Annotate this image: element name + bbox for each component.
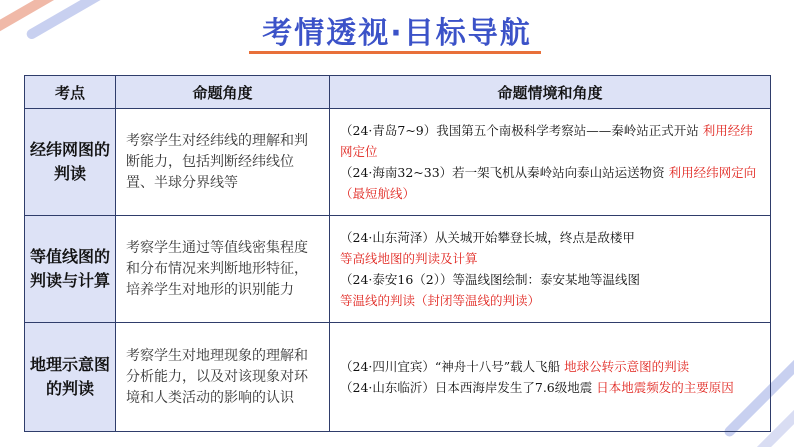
- context-highlight: 等温线的判读（封闭等温线的判读）: [340, 293, 541, 308]
- row-point: 等值线图的判读与计算: [25, 216, 116, 323]
- table-header-row: [25, 76, 771, 109]
- exam-analysis-table: [24, 75, 771, 432]
- row-point: 地理示意图的判读: [25, 323, 116, 432]
- table-row: [25, 109, 771, 216]
- page-title: 考情透视·目标导航: [262, 16, 532, 51]
- row-context: [330, 323, 771, 432]
- context-highlight: 日本地震频发的主要原因: [596, 380, 734, 395]
- row-context: [330, 109, 771, 216]
- table-row: [25, 216, 771, 323]
- context-text: （24·山东临沂）日本西海岸发生了7.6级地震: [340, 380, 593, 395]
- header-point: 考点: [25, 76, 116, 109]
- table-row: [25, 323, 771, 432]
- row-point: 经纬网图的判读: [25, 109, 116, 216]
- context-text: （24·四川宜宾）“神舟十八号”载人飞船: [340, 359, 561, 374]
- header-angle: 命题角度: [116, 76, 330, 109]
- row-angle: 考察学生通过等值线密集程度和分布情况来判断地形特征，培养学生对地形的识别能力: [116, 216, 330, 323]
- row-angle: 考察学生对经纬线的理解和判断能力，包括判断经纬线位置、半球分界线等: [116, 109, 330, 216]
- context-highlight: 利用经纬网定位: [340, 123, 753, 159]
- context-text: （24·海南32~33）若一架飞机从秦岭站向泰山站运送物资: [340, 165, 665, 180]
- context-text: （24·青岛7~9）我国第五个南极科学考察站——秦岭站正式开站: [340, 123, 699, 138]
- header-context: 命题情境和角度: [330, 76, 771, 109]
- row-angle: 考察学生对地理现象的理解和分析能力，以及对该现象对环境和人类活动的影响的认识: [116, 323, 330, 432]
- context-text: （24·山东菏泽）从关城开始攀登长城，终点是敌楼甲: [340, 230, 635, 245]
- context-highlight: 利用经纬网定向（最短航线）: [340, 165, 757, 201]
- row-context: [330, 216, 771, 323]
- context-highlight: 地球公转示意图的判读: [564, 359, 690, 374]
- title-underline: [249, 51, 541, 54]
- context-text: （24·泰安16（2））等温线图绘制：泰安某地等温线图: [340, 272, 640, 287]
- context-highlight: 等高线地图的判读及计算: [340, 251, 478, 266]
